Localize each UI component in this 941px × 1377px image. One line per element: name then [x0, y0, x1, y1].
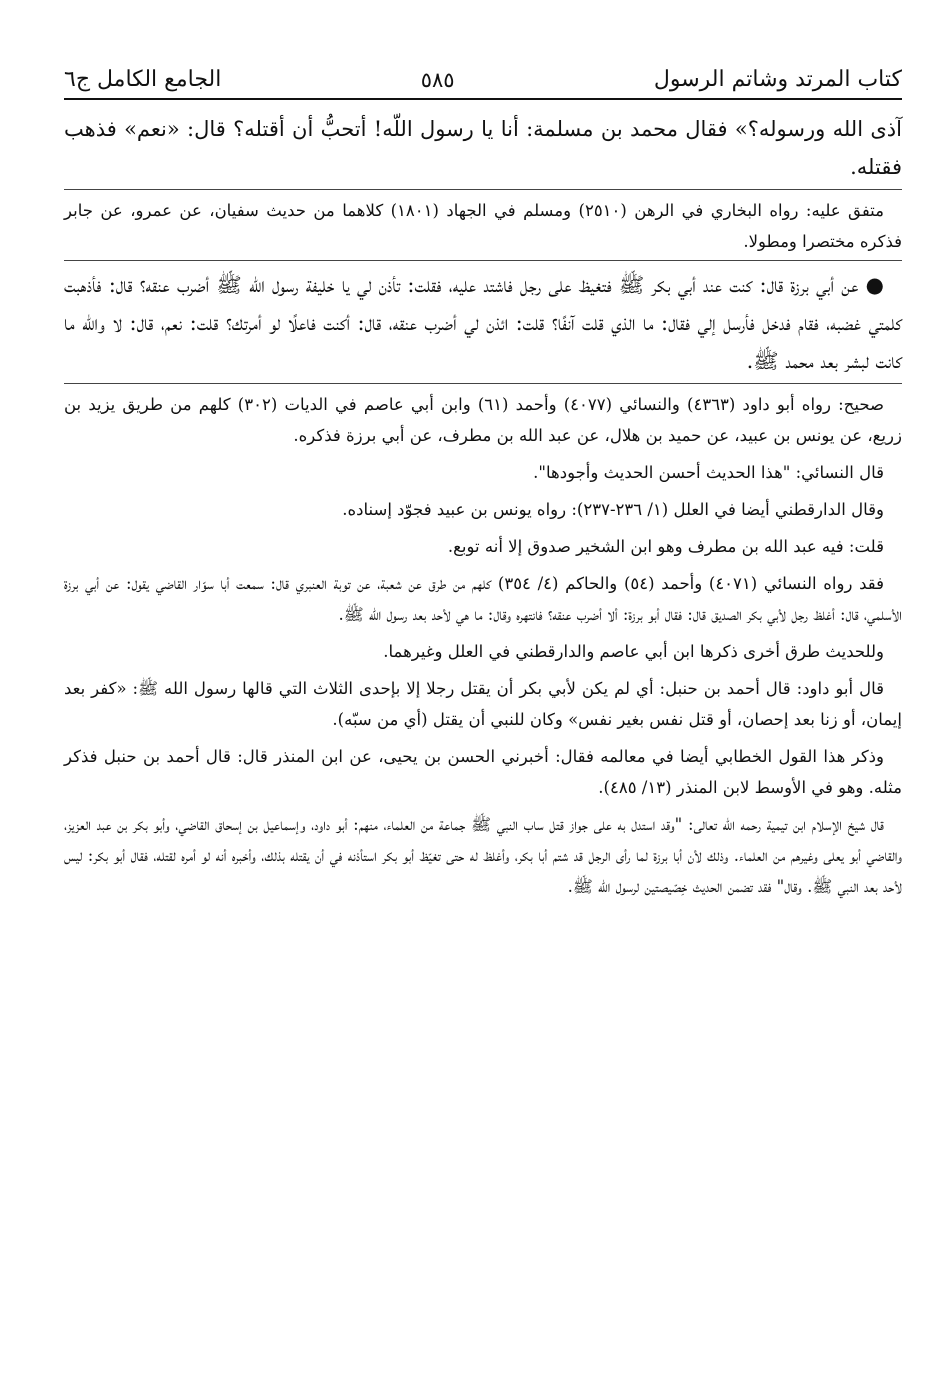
- hadith-text: ● عن أبي برزة قال: كنت عند أبي بكر ﷺ فتغيظ على رجل فاشتد عليه، فقلت: تأذن لي يا خليفة رسول الله ﷺ أضرب عنقه؟ قال: فأذهبت كلمتي غضبه، فقام فدخل فأرسل إلي فقال: ما الذي قلت آنفًا؟ قلت: ائذن لي أضرب عنقه، قال: أكنت فاعلًا لو أمرتك؟ قلت: نعم، قال: لا والله ما كانت لبشر بعد محمد ﷺ.: [64, 273, 902, 373]
- commentary-paragraph: قلت: فيه عبد الله بن مطرف وهو ابن الشخير صدوق إلا أنه توبع.: [447, 537, 884, 556]
- section-divider: [64, 260, 902, 261]
- commentary-paragraph: وقال الدارقطني أيضا في العلل (١/ ٢٣٦-٢٣٧): رواه يونس بن عبيد فجوّد إسناده.: [342, 500, 884, 519]
- book-title: كتاب المرتد وشاتم الرسول: [653, 67, 902, 92]
- collection-title: الجامع الكامل ج٦: [64, 67, 222, 92]
- takhrij-note: متفق عليه: رواه البخاري في الرهن (٢٥١٠) ومسلم في الجهاد (١٨٠١) كلاهما من حديث سفيان، عن عمرو، عن جابر فذكره مختصرا ومطولا.: [64, 201, 902, 251]
- hadith-text: آذى الله ورسوله؟» فقال محمد بن مسلمة: أنا يا رسول اللّه! أتحبُّ أن أقتله؟ قال: «نعم» فذهب فقتله.: [64, 117, 902, 179]
- page-header: [64, 52, 902, 100]
- commentary-paragraph: وللحديث طرق أخرى ذكرها ابن أبي عاصم والدارقطني في العلل وغيرهما.: [383, 642, 884, 661]
- takhrij-note: صحيح: رواه أبو داود (٤٣٦٣) والنسائي (٤٠٧٧) وأحمد (٦١) وابن أبي عاصم في الديات (٣٠٢) كلهم من طريق يزيد بن زريع، عن يونس بن عبيد، عن حميد بن هلال، عن عبد الله بن مطرف، عن أبي برزة فذكره.: [64, 395, 902, 445]
- commentary-paragraph: فقد رواه النسائي (٤٠٧١) وأحمد (٥٤) والحاكم (٤/ ٣٥٤) كلهم من طرق عن شعبة، عن توبة العنبري قال: سمعت أبا سوّار القاضي يقول: عن أبي برزة الأسلمي، قال: أغلظ رجل لأبي بكر الصديق قال: فقال أبو برزة: ألا أضرب عنقه؟ فانتهره وقال: ما هي لأحد بعد رسول الله ﷺ.: [64, 574, 902, 624]
- page-number: ٥٨٥: [420, 68, 455, 92]
- section-divider: [64, 383, 902, 384]
- commentary-paragraph: قال شيخ الإسلام ابن تيمية رحمه الله تعالى: "وقد استدل به على جواز قتل ساب النبي ﷺ جماعة من العلماء، منهم: أبو داود، وإسماعيل بن إسحاق القاضي، وأبو بكر بن عبد العزيز، والقاضي أبو يعلى وغيرهم من العلماء. وذلك لأن أبا برزة لما رأى الرجل قد شتم أبا بكر، وأغلظ له حتى تغيّظ أبو بكر استأذنه في أن يقتله بذلك، وأخبره أنه لو أمره لقتله، فقال أبو بكر: ليس لأحد بعد النبي ﷺ. وقال" فقد تضمن الحديث خِصّيصتين لرسول الله ﷺ.: [64, 815, 902, 896]
- section-divider: [64, 189, 902, 190]
- commentary-paragraph: وذكر هذا القول الخطابي أيضا في معالمه فقال: أخبرني الحسن بن يحيى، عن ابن المنذر قال: قال أحمد بن حنبل فذكر مثله. وهو في الأوسط لابن المنذر (١٣/ ٤٨٥).: [64, 747, 902, 797]
- commentary-paragraph: قال النسائي: "هذا الحديث أحسن الحديث وأجودها".: [533, 463, 884, 482]
- commentary-paragraph: قال أبو داود: قال أحمد بن حنبل: أي لم يكن لأبي بكر أن يقتل رجلا إلا بإحدى الثلاث التي قالها رسول الله ﷺ: «كفر بعد إيمان، أو زنا بعد إحصان، أو قتل نفس بغير نفس» وكان للنبي أن يقتل (أي من سبّه).: [64, 679, 902, 729]
- book-page: [64, 52, 902, 902]
